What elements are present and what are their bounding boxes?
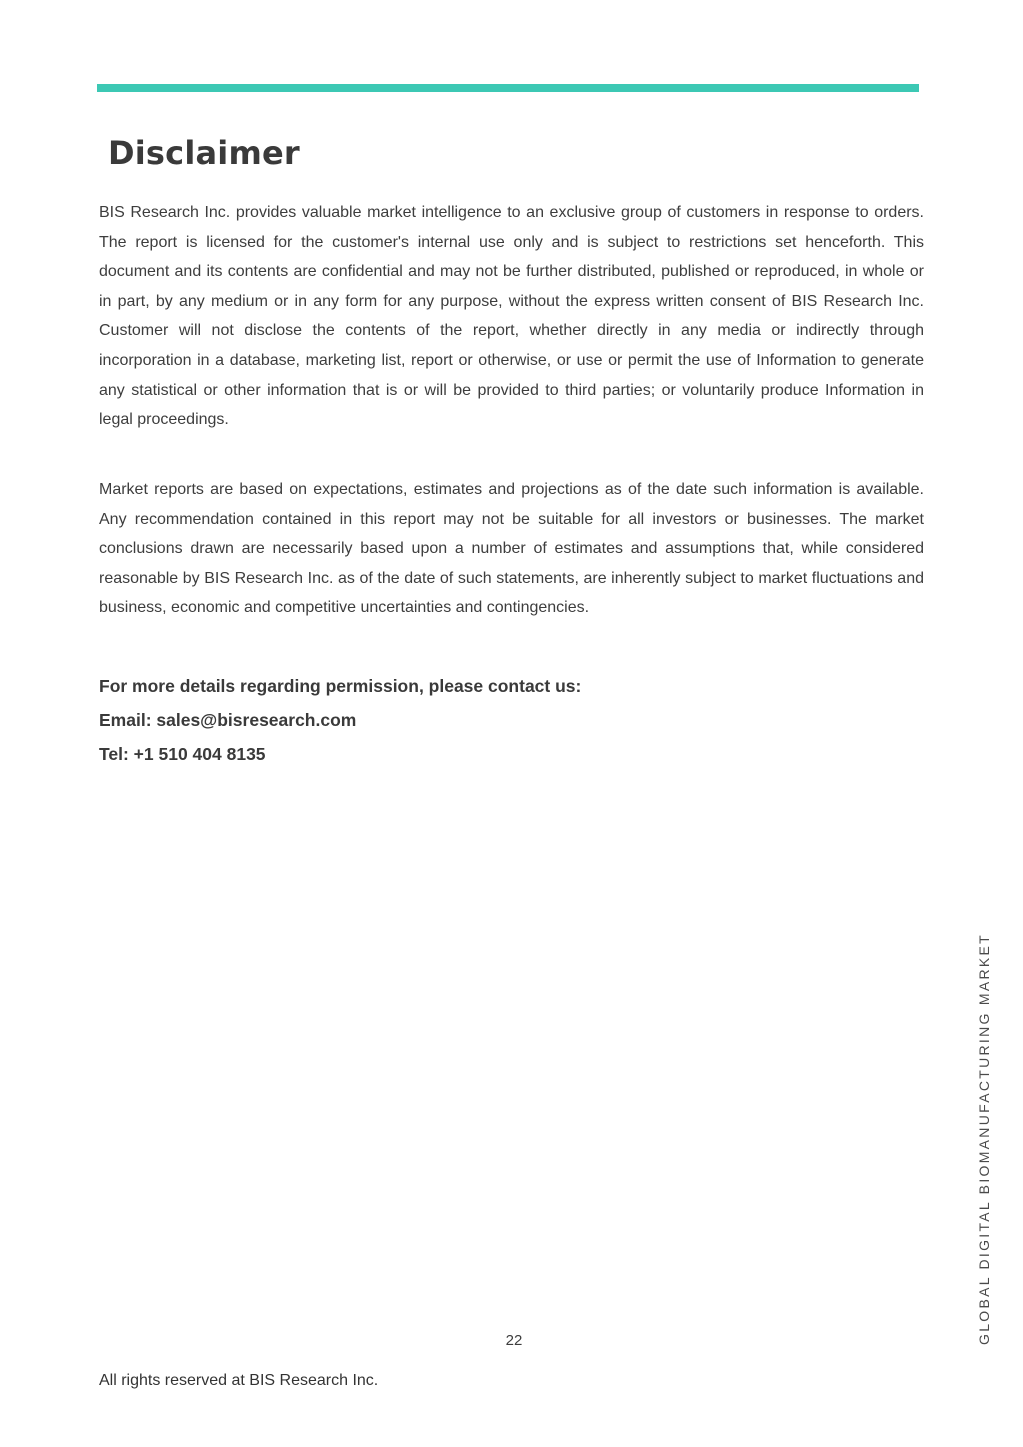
report-side-label: GLOBAL DIGITAL BIOMANUFACTURING MARKET (976, 932, 992, 1345)
disclaimer-paragraph-projections: Market reports are based on expectations, estimates and projections as of the date such information is available. Any recommendation contained in this report may not be suitable for all investors or businesses. The market conclusions drawn are necessarily based upon a number of estimates and assumptions that, while considered reasonable by BIS Research Inc. as of the date of such statements, are inherently subject to market fluctuations and business, economic and competitive uncertainties and contingencies. (99, 481, 924, 617)
page-title: Disclaimer (108, 134, 300, 172)
contact-email: Email: sales@bisresearch.com (99, 710, 357, 730)
disclaimer-paragraph-license: BIS Research Inc. provides valuable market intelligence to an exclusive group of customers in response to orders. The report is licensed for the customer's internal use only and is subject to restrictions set henceforth. This document and its contents are confidential and may not be further distributed, published or reproduced, in whole or in part, by any medium or in any form for any purpose, without the express written consent of BIS Research Inc. Customer will not disclose the contents of the report, whether directly in any media or indirectly through incorporation in a database, marketing list, report or otherwise, or use or permit the use of Information to generate any statistical or other information that is or will be provided to third parties; or voluntarily produce Information in legal proceedings. (99, 204, 924, 429)
footer-copyright: All rights reserved at BIS Research Inc. (99, 1372, 379, 1389)
accent-rule (97, 84, 919, 92)
contact-tel: Tel: +1 510 404 8135 (99, 744, 266, 764)
contact-heading: For more details regarding permission, please contact us: (99, 676, 582, 696)
page-number: 22 (505, 1332, 523, 1349)
